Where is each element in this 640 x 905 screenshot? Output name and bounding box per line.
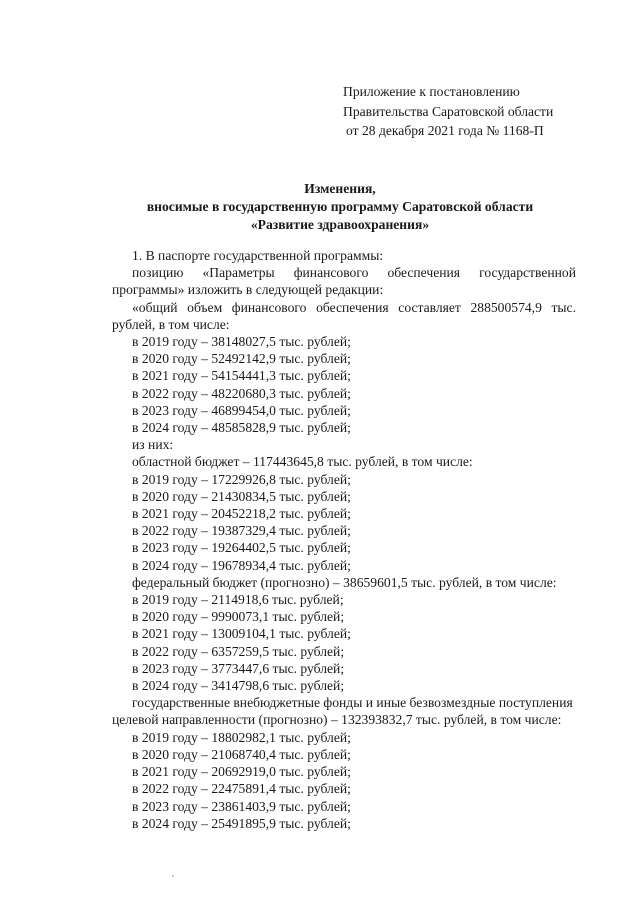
of-them-label: из них: (132, 437, 174, 453)
list-item: в 2022 году – 22475891,4 тыс. рублей; (132, 781, 351, 797)
document-title (90, 180, 590, 234)
title-line-3: «Развитие здравоохранения» (250, 217, 430, 232)
list-item: в 2021 году – 20452218,2 тыс. рублей; (132, 506, 351, 522)
scan-speck (172, 875, 174, 877)
list-item: в 2024 году – 19678934,4 тыс. рублей; (132, 557, 351, 573)
federal-budget-heading: федеральный бюджет (прогнозно) – 38659601,5 тыс. рублей, в том числе: (132, 574, 557, 590)
offbudget-heading-line-2: целевой направленности (прогнозно) – 132393832,7 тыс. рублей, в том числе: (112, 712, 562, 728)
list-item: в 2019 году – 2114918,6 тыс. рублей; (132, 592, 344, 608)
appendix-line-1: Приложение к постановлению (343, 84, 520, 99)
list-item: в 2019 году – 17229926,8 тыс. рублей; (132, 471, 351, 487)
list-item: в 2023 году – 19264402,5 тыс. рублей; (132, 540, 351, 556)
regional-budget-heading: областной бюджет – 117443645,8 тыс. рублей, в том числе: (132, 454, 473, 470)
list-item: в 2022 году – 6357259,5 тыс. рублей; (132, 643, 345, 659)
list-item: в 2020 году – 21068740,4 тыс. рублей; (132, 746, 351, 762)
list-item: в 2021 году – 13009104,1 тыс. рублей; (132, 626, 351, 642)
list-item: в 2020 году – 9990073,1 тыс. рублей; (132, 609, 345, 625)
list-item: в 2024 году – 48585828,9 тыс. рублей; (132, 420, 351, 436)
offbudget-years-list (112, 729, 576, 832)
item-1-heading: 1. В паспорте государственной программы: (132, 248, 384, 263)
list-item: в 2020 году – 21430834,5 тыс. рублей; (132, 488, 351, 504)
appendix-line-3: от 28 декабря 2021 года № 1168-П (346, 123, 544, 138)
list-item: в 2021 году – 54154441,3 тыс. рублей; (132, 368, 351, 384)
document-body (112, 247, 576, 832)
list-item: в 2023 году – 46899454,0 тыс. рублей; (132, 402, 351, 418)
list-item: в 2023 году – 23861403,9 тыс. рублей; (132, 798, 351, 814)
list-item: в 2021 году – 20692919,0 тыс. рублей; (132, 764, 351, 780)
federal-years-list (112, 591, 576, 694)
list-item: в 2020 году – 52492142,9 тыс. рублей; (132, 351, 351, 367)
list-item: в 2019 году – 18802982,1 тыс. рублей; (132, 729, 351, 745)
position-paragraph: позицию «Параметры финансового обеспечения государственной программы» изложить в следующей редакции: (112, 265, 576, 298)
appendix-header (343, 82, 553, 141)
list-item: в 2022 году – 19387329,4 тыс. рублей; (132, 523, 351, 539)
title-line-2: вносимые в государственную программу Саратовской области (146, 199, 534, 214)
appendix-line-2: Правительства Саратовской области (343, 103, 554, 119)
total-years-list (112, 333, 576, 436)
regional-years-list (112, 471, 576, 574)
title-line-1: Изменения, (304, 181, 376, 196)
list-item: в 2024 году – 3414798,6 тыс. рублей; (132, 678, 345, 694)
offbudget-heading-line-1: государственные внебюджетные фонды и иные безвозмездные поступления (132, 695, 573, 711)
total-paragraph: «общий объем финансового обеспечения составляет 288500574,9 тыс. рублей, в том числе: (112, 299, 576, 332)
list-item: в 2019 году – 38148027,5 тыс. рублей; (132, 334, 351, 350)
list-item: в 2022 году – 48220680,3 тыс. рублей; (132, 385, 351, 401)
list-item: в 2023 году – 3773447,6 тыс. рублей; (132, 660, 345, 676)
list-item: в 2024 году – 25491895,9 тыс. рублей; (132, 815, 351, 831)
